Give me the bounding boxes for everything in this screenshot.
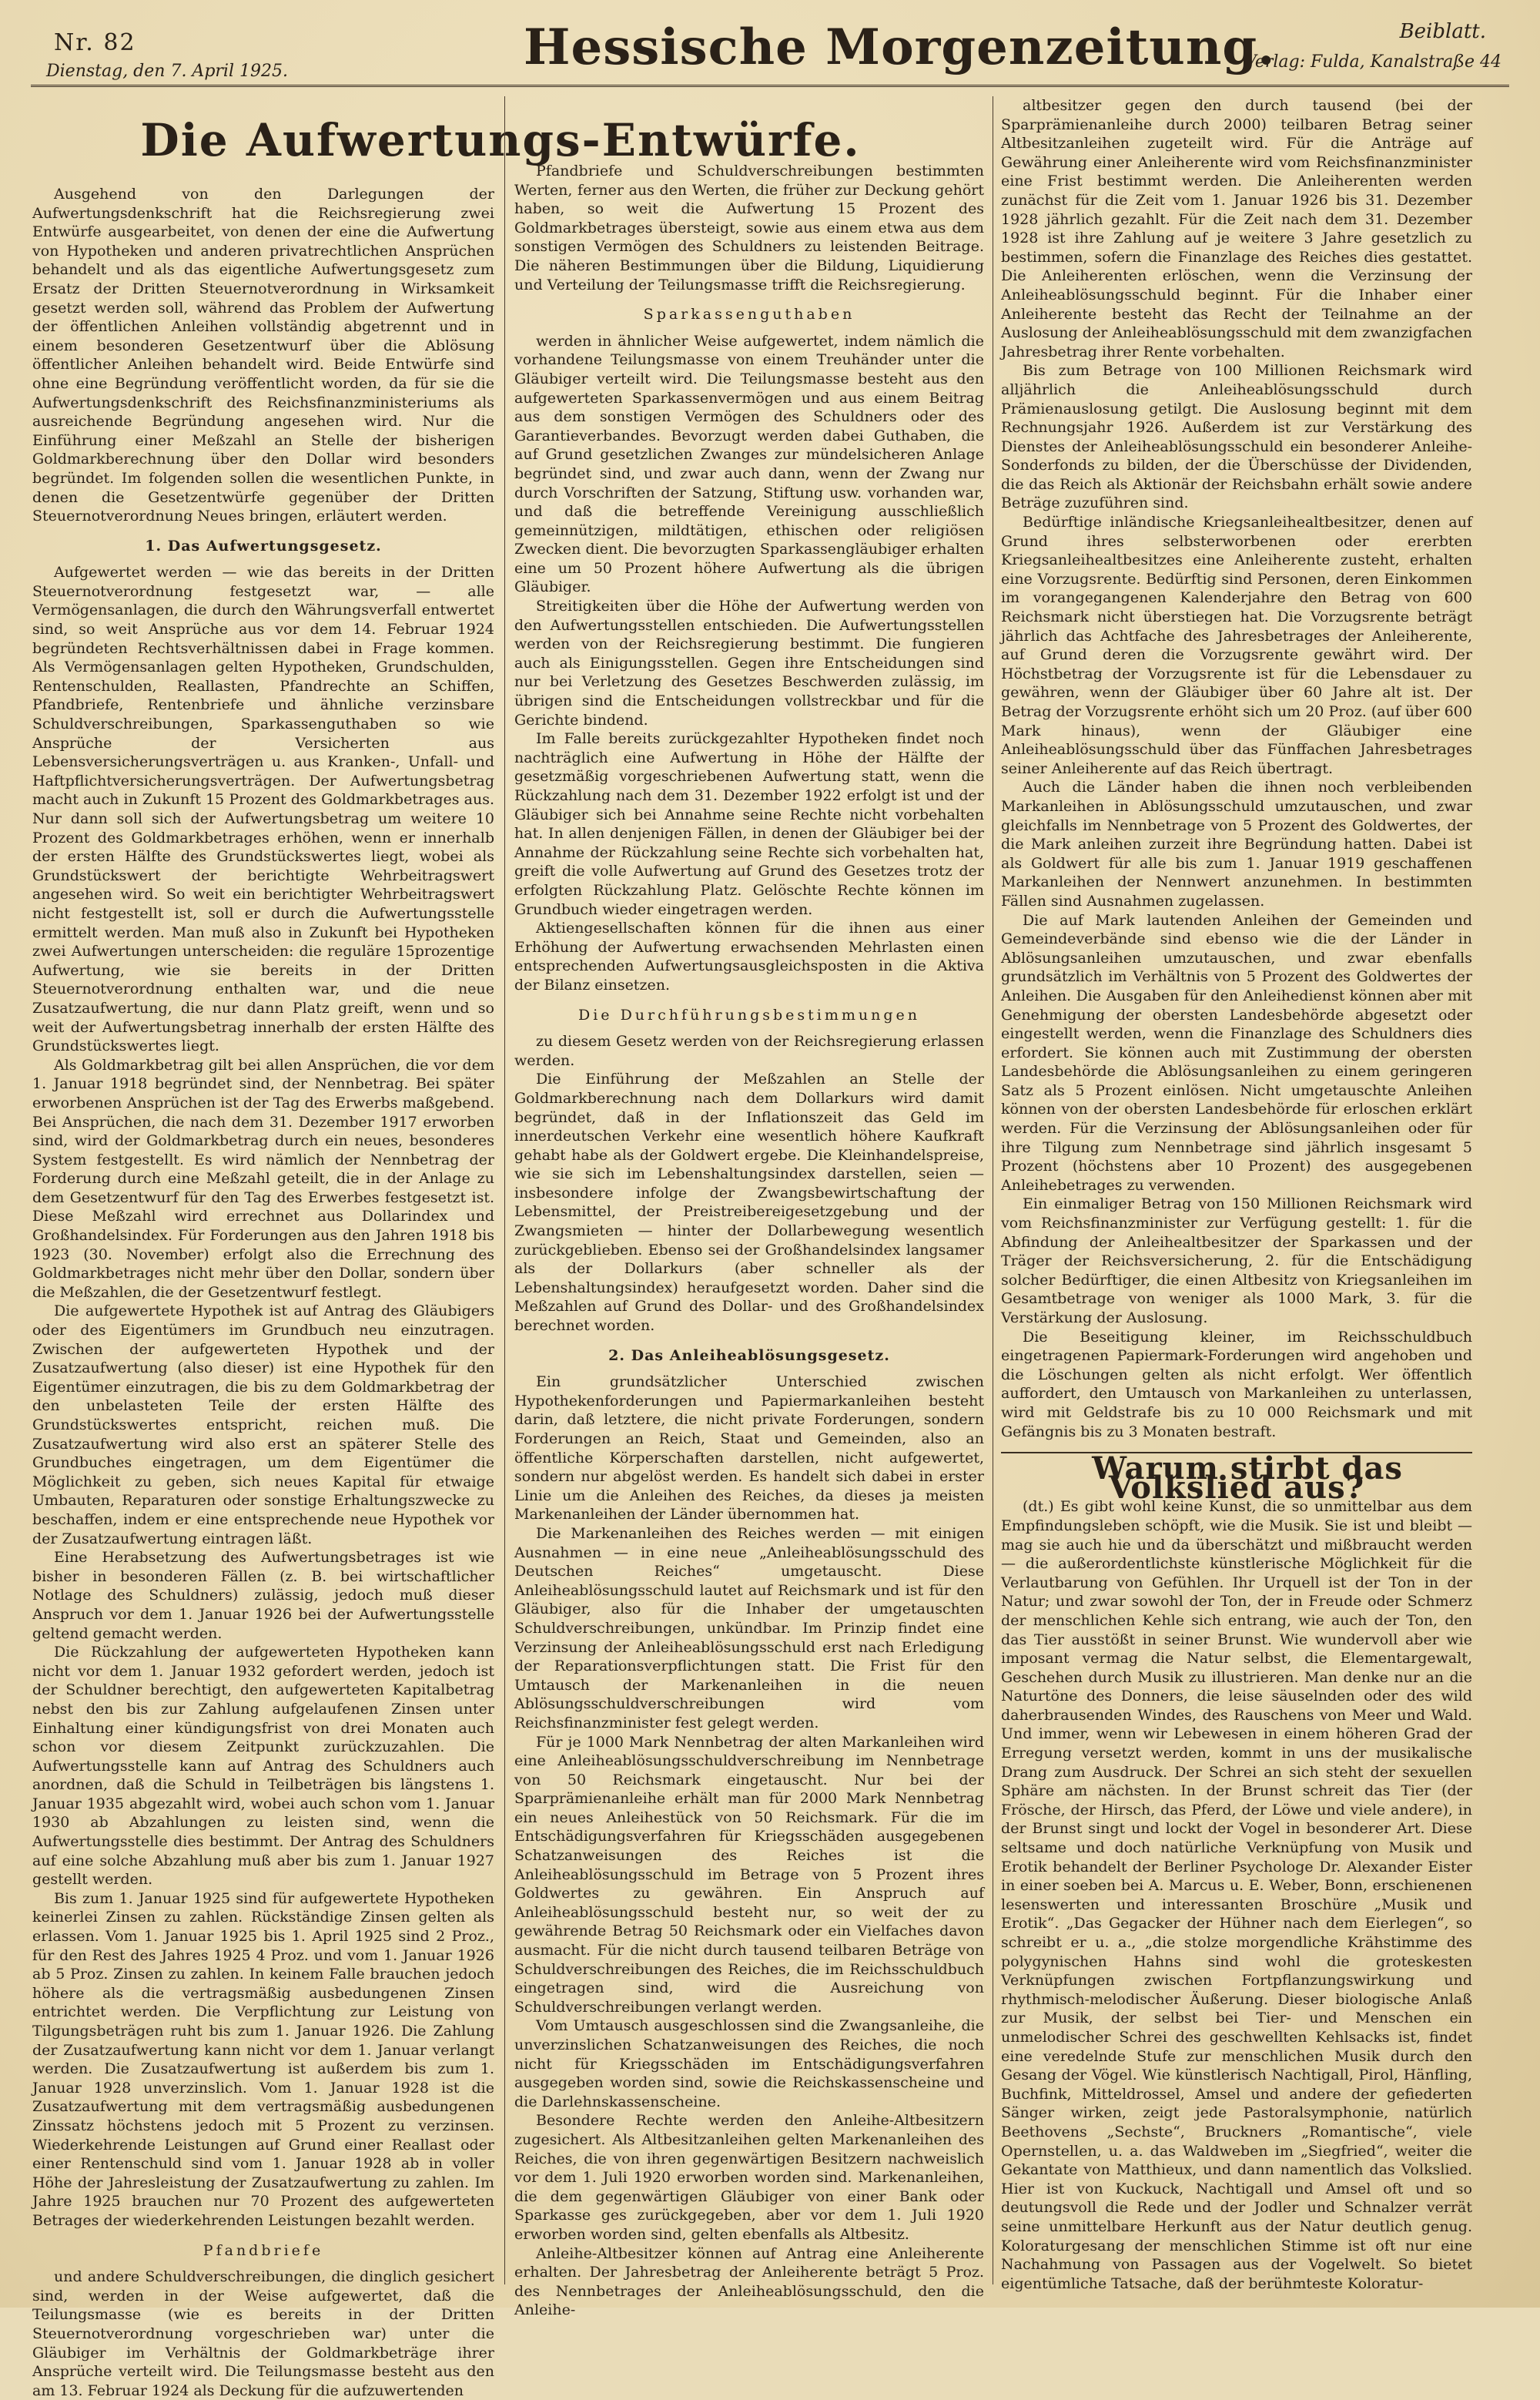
paragraph: Aktiengesellschaften können für die ihnen aus einer Erhöhung der Aufwertung erwachsenden Mehrlasten einen entsprechenden Aufwertungsausgleichsposten in die Aktiva der Bilanz einsetzen. <box>514 920 984 994</box>
paragraph: Auch die Länder haben die ihnen noch verbleibenden Markanleihen in Ablösungsschuld umzutauschen, und zwar gleichfalls im Nennbetrage von 5 Prozent des Goldwertes, der die Mark anleihen zurzeit ihre Begründung hatten. Dabei ist als Goldwert für alle bis zum 1. Januar 1919 geschaffenen Markanleihen der Nennwert anzunehmen. In bestimmten Fällen sind Ausnahmen zugelassen. <box>1001 779 1472 910</box>
paragraph: Pfandbriefe und Schuldverschreibungen bestimmten Werten, ferner aus den Werten, die früher zur Deckung gehört haben, so weit die Aufwertung 15 Prozent des Goldmarkbetrages übersteigt, sowie aus einem etwa aus dem sonstigen Vermögen des Schuldners zu leistenden Beitrage. Die näheren Bestimmungen über die Bildung, Liquidierung und Verteilung der Teilungsmasse trifft die Reichsregierung. <box>514 163 984 293</box>
paragraph: Die Markenanleihen des Reiches werden — mit einigen Ausnahmen — in eine neue „Anleiheablösungsschuld des Deutschen Reiches“ umgetauscht. Diese Anleiheablösungsschuld lautet auf Reichsmark und ist für den Gläubiger, also für die Inhaber der umgetauschten Schuldverschreibungen, unkündbar. Im Prinzip findet eine Verzinsung der Anleiheablösungsschuld erst nach Erledigung der Reparationsverpflichtungen statt. Die Frist für den Umtausch der Markenanleihen in die neuen Ablösungsschuldverschreibungen wird vom Reichsfinanzminister fest gelegt werden. <box>514 1524 984 1731</box>
paragraph: Die auf Mark lautenden Anleihen der Gemeinden und Gemeindeverbände sind ebenso wie die der Länder in Ablösungsanleihen umzutauschen, und zwar ebenfalls grundsätzlich im Verhältnis von 5 Prozent des Goldwertes der Anleihen. Die Ausgaben für den Anleihedienst können aber mit Genehmigung der obersten Landesbehörde abgesetzt oder eingestellt werden, wenn die Finanzlage des Schuldners dies erfordert. Sie können auch mit Zustimmung der obersten Landesbehörde die Ablösungsanleihen zu einem geringeren Satz als 5 Prozent einlösen. Nicht umgetauschte Anleihen können von der obersten Landesbehörde für erloschen erklärt werden. Für die Verzinsung der Ablösungsanleihen oder für ihre Tilgung zum Nennbetrage sind jährlich insgesamt 5 Prozent (höchstens aber 10 Prozent) des ausgegebenen Anleihebetrages zu verwenden. <box>1001 911 1472 1194</box>
issue-date: Dienstag, den 7. April 1925. <box>46 62 288 81</box>
section-heading: Pfandbriefe <box>203 2241 324 2259</box>
paragraph: Bis zum 1. Januar 1925 sind für aufgewertete Hypotheken keinerlei Zinsen zu zahlen. Rückständige Zinsen gelten als erlassen. Vom 1. Januar 1925 bis 1. April 1925 sind 2 Proz., für den Rest des Jahres 1925 4 Proz. und vom 1. Januar 1926 ab 5 Proz. Zinsen zu zahlen. In keinem Falle brauchen jedoch höhere als die vertragsmäßig ausbedungenen Zinsen entrichtet werden. Die Verpflichtung zur Leistung von Tilgungsbeträgen ruht bis zum 1. Januar 1926. Die Zahlung der Zusatzaufwertung kann nicht vor dem 1. Januar verlangt werden. Die Zusatzaufwertung ist außerdem bis zum 1. Januar 1928 unverzinslich. Vom 1. Januar 1928 ist die Zusatzaufwertung mit dem vertragsmäßig ausbedungenen Zinssatz höchstens jedoch mit 5 Prozent zu verzinsen. Wiederkehrende Leistungen auf Grund einer Reallast oder einer Rentenschuld sind vom 1. Januar 1928 ab in voller Höhe der Jahresleistung der Zusatzaufwertung zu zahlen. Im Jahre 1925 brauchen nur 70 Prozent des aufgewerteten Betrages der wiederkehrenden Leistungen bezahlt werden. <box>32 1889 494 2229</box>
paragraph: Aufgewertet werden — wie das bereits in der Dritten Steuernotverordnung festgesetzt war, — alle Vermögensanlagen, die durch den Währungsverfall entwertet sind, so weit Ansprüche aus vor dem 14. Februar 1924 begründeten Rechtsverhältnissen dabei in Frage kommen. Als Vermögensanlagen gelten Hypotheken, Grundschulden, Rentenschulden, Reallasten, Pfandrechte an Schiffen, Pfandbriefe, Rentenbriefe und ähnliche verzinsbare Schuldverschreibungen, Sparkassenguthaben so wie Ansprüche der Versicherten aus Lebensversicherungsverträgen u. aus Kranken-, Unfall- und Haftpflichtversicherungsverträgen. Der Aufwertungsbetrag macht auch in Zukunft 15 Prozent des Goldmarkbetrages aus. Nur dann soll sich der Aufwertungsbetrag um weitere 10 Prozent des Goldmarkbetrages erhöhen, wenn er innerhalb der ersten Hälfte des Grundstückswertes liegt, wobei als Grundstückswert der berichtigte Wehrbeitragswert angesehen wird. So weit ein berichtigter Wehrbeitragswert nicht festgestellt ist, soll er durch die Aufwertungsstelle ermittelt werden. Man muß also in Zukunft bei Hypotheken zwei Aufwertungen unterscheiden: die reguläre 15prozentige Aufwertung, wie sie bereits in der Dritten Steuernotverordnung enthalten war, und die neue Zusatzaufwertung, die nur dann Platz greift, wenn und so weit der Aufwertungsbetrag innerhalb der ersten Hälfte des Grundstückswertes liegt. <box>32 564 494 1055</box>
paragraph: Für je 1000 Mark Nennbetrag der alten Markanleihen wird eine Anleiheablösungsschuldverschreibung im Nennbetrage von 50 Reichsmark eingetauscht. Nur bei der Sparprämienanleihe erhält man für 2000 Mark Nennbetrag ein neues Anleihestück von 50 Reichsmark. Für die im Entschädigungsverfahren für Kriegsschäden ausgegebenen Schatzanweisungen des Reiches ist die Anleiheablösungsschuld im Betrage von 5 Prozent ihres Goldwertes zu gewähren. Ein Anspruch auf Anleiheablösungsschuld besteht nur, so weit der zu gewährende Betrag 50 Reichsmark oder ein Vielfaches davon ausmacht. Für die nicht durch tausend teilbaren Beträge von Schuldverschreibungen des Reiches, die im Reichsschuldbuch eingetragen sind, wird die Ausreichung von Schuldverschreibungen verlangt werden. <box>514 1733 984 2016</box>
paragraph: Die Beseitigung kleiner, im Reichsschuldbuch eingetragenen Papiermark-Forderungen wird angehoben und die Löschungen gelten als nicht erfolgt. Wer öffentlich auffordert, den Umtausch von Markanleihen zu unterlassen, wird mit Geldstrafe bis zu 10 000 Reichsmark und mit Gefängnis bis zu 3 Monaten bestraft. <box>1001 1328 1472 1440</box>
masthead <box>31 15 1509 85</box>
paragraph: Als Goldmarkbetrag gilt bei allen Ansprüchen, die vor dem 1. Januar 1918 begründet sind, der Nennbetrag. Bei später erworbenen Ansprüchen ist der Tag des Erwerbs maßgebend. Bei Ansprüchen, die nach dem 31. Dezember 1917 erworben sind, wird der Goldmarkbetrag durch ein neues, besonderes System festgestellt. Es wird nämlich der Nennbetrag der Forderung durch eine Meßzahl geteilt, die in der Anlage zu dem Gesetzentwurf für den Tag des Erwerbes festgesetzt ist. Diese Meßzahl wird errechnet aus Dollarindex und Großhandelsindex. Für Forderungen aus den Jahren 1918 bis 1923 (30. November) erfolgt also die Errechnung des Goldmarkbetrages nicht mehr über den Dollar, sondern über die Meßzahlen, die der Gesetzentwurf festlegt. <box>32 1056 494 1301</box>
paragraph: Ein grundsätzlicher Unterschied zwischen Hypothekenforderungen und Papiermarkanleihen besteht darin, daß letztere, die nicht private Forderungen, sondern Forderungen an Reich, Staat und Gemeinden, also an öffentliche Körperschaften darstellen, nicht aufgewertet, sondern nur abgelöst werden. Es handelt sich dabei in erster Linie um die Anleihen des Reiches, da dieses ja meisten Markenanleihen der Länder übernommen hat. <box>514 1373 984 1523</box>
paragraph: Streitigkeiten über die Höhe der Aufwertung werden von den Aufwertungsstellen entschieden. Die Aufwertungsstellen werden von der Reichsregierung bestimmt. Die fungieren auch als Einigungsstellen. Gegen ihre Entscheidungen sind nur bei Verletzung des Gesetzes Beschwerden zulässig, im übrigen sind die Entscheidungen vollstreckbar und für die Gerichte bindend. <box>514 598 984 729</box>
publisher-address: Verlag: Fulda, Kanalstraße 44 <box>1244 52 1502 72</box>
section-heading: Sparkassenguthaben <box>643 306 855 323</box>
newspaper-title: Hessische Morgenzeitung. <box>524 18 1276 76</box>
masthead-rule <box>31 85 1509 87</box>
article-headline: Die Aufwertungs-Entwürfe. <box>140 114 861 166</box>
paragraph: Die Einführung der Meßzahlen an Stelle der Goldmarkberechnung nach dem Dollarkurs wird damit begründet, daß in der Inflationszeit das Geld im innerdeutschen Verkehr eine wesentlich höhere Kaufkraft gehabt habe als der Goldwert ergebe. Die Kleinhandelspreise, wie sie sich im Lebenshaltungsindex darstellen, seien — insbesondere infolge der Zwangsbewirtschaftung der Lebensmittel, der Preistreibereigesetzgebung und der Zwangsmieten — hinter der Dollarbewegung wesentlich zurückgeblieben. Ebenso sei der Großhandelsindex langsamer als der Dollarkurs (aber schneller als der Lebenshaltungsindex) heraufgesetzt worden. Daher sind die Meßzahlen auf Grund des Dollar- und des Großhandelsindex berechnet worden. <box>514 1071 984 1335</box>
paragraph: Anleihe-Altbesitzer können auf Antrag eine Anleiherente erhalten. Der Jahresbetrag der Anleiherente beträgt 5 Proz. des Nennbetrages der Anleiheablösungsschuld, den die Anleihe- <box>514 2244 984 2319</box>
paragraph: (dt.) Es gibt wohl keine Kunst, die so unmittelbar aus dem Empfindungsleben schöpft, wie die Musik. Sie ist und bleibt — mag sie auch hie und da überschätzt und mißbraucht werden — die außerordentlichste künstlerische Möglichkeit für die Verlautbarung von Gefühlen. Ihr Urquell ist der Ton in der Natur; und zwar sowohl der Ton, der in Freude oder Schmerz der menschlichen Kehle sich entrang, wie auch der Ton, den das Tier ausstößt in seiner Brunst. Wie wundervoll aber wie imposant vermag die Natur selbst, die Elementargewalt, Geschehen durch Musik zu illustrieren. Man denke nur an die Naturtöne des Donners, die leise säuselnden oder des wild daherbrausenden Windes, des Rauschens von Meer und Wald. Und immer, wenn wir Lebewesen in einem höheren Grad der Erregung versetzt werden, kommt in uns der musikalische Drang zum Ausdruck. Der Schrei an sich steht der sexuellen Sphäre am nächsten. In der Brunst schreit das Tier (der Frösche, der Hirsch, das Pferd, der Löwe und viele andere), in der Brunst singt und lockt der Vogel in besonderer Art. Diese seltsame und doch natürliche Verknüpfung von Musik und Erotik behandelt der Berliner Psychologe Dr. Alexander Eister in einer soeben bei A. Marcus u. E. Weber, Bonn, erschienenen lesenswerten und interessanten Broschüre „Musik und Erotik“. „Das Gegacker der Hühner nach dem Eierlegen“, so schreibt er u. a., „die stolze morgendliche Krähstimme des polygynischen Hahns sind wohl die groteskesten Verknüpfungen zwischen Fortpflanzungswirkung und rhythmisch-melodischer Äußerung. Dieser biologische Anlaß zur Musik, der selbst bei Tier- und Menschen ein unmelodischer Schrei des geschwellten Kehlsacks ist, findet eine veredelnde Stufe zur menschlichen Musik durch den Gesang der Vögel. Wie künstlerisch Nachtigall, Pirol, Hänfling, Buchfink, Mitteldrossel, Amsel und andere der gefiederten Sänger wirken, zeigt jede Pastoralsymphonie, natürlich Beethovens „Sechste“, Bruckners „Romantische“, viele Opernstellen, u. a. das Waldweben im „Siegfried“, weiter die Gekantate von Matthieux, und dann namentlich das Volkslied. Hier ist von Kuckuck, Nachtigall und Amsel oft und so deutungsvoll die Rede und der Jodler und Schnalzer verrät seine unmittelbare Herkunft aus der Natur deutlich genug. Koloraturgesang der menschlichen Stimme ist oft nur eine Nachahmung von Passagen aus der Vogelwelt. So bietet eigentümliche Tatsache, daß der berühmteste Koloratur- <box>1001 1498 1472 2292</box>
column-3 <box>1001 96 1472 2293</box>
column-divider <box>504 96 505 2284</box>
paragraph: und andere Schuldverschreibungen, die dinglich gesichert sind, werden in der Weise aufgewertet, daß die Teilungsmasse (wie es bereits in der Dritten Steuernotverordnung vorgeschrieben war) unter die Gläubiger im Verhältnis der Goldmarkbeträge ihrer Ansprüche verteilt wird. Die Teilungsmasse besteht aus den am 13. Februar 1924 als Deckung für die aufzuwertenden <box>32 2268 494 2399</box>
section-heading: 2. Das Anleiheablösungsgesetz. <box>608 1346 890 1364</box>
paragraph: Im Falle bereits zurückgezahlter Hypotheken findet noch nachträglich eine Aufwertung in Höhe der Hälfte der gesetzmäßig vorgeschriebenen Aufwertung statt, wenn die Rückzahlung nach dem 31. Dezember 1922 erfolgt ist und der Gläubiger sich bei Annahme seine Rechte nicht vorbehalten hat. In allen denjenigen Fällen, in denen der Gläubiger bei der Annahme der Rückzahlung seine Rechte sich vorbehalten hat, greift die volle Aufwertung auf Grund des Gesetzes trotz der erfolgten Rückzahlung Platz. Gelöschte Rechte können im Grundbuch wieder eingetragen werden. <box>514 730 984 918</box>
article-intro: Ausgehend von den Darlegungen der Aufwertungsdenkschrift hat die Reichsregierung zwei Entwürfe ausgearbeitet, von denen der eine die Aufwertung von Hypotheken und anderen privatrechtlichen Ansprüchen behandelt und als das eigentliche Aufwertungsgesetz zum Ersatz der Dritten Steuernotverordnung in Wirksamkeit gesetzt werden soll, während das Problem der Aufwertung der öffentlichen Anleihen vollständig abgetrennt und in einem besonderen Gesetzentwurf über die Ablösung öffentlicher Anleihen behandelt wird. Beide Entwürfe sind ohne eine Begründung veröffentlicht worden, da für sie die Aufwertungsdenkschrift des Reichsfinanzministeriums als ausreichende Begründung angesehen wird. Nur die Einführung einer Meßzahl an Stelle der bisherigen Goldmarkberechnung über den Dollar wird besonders begründet. Im folgenden sollen die wesentlichen Punkte, in denen die Gesetzentwürfe gegenüber der Dritten Steuernotverordnung Neues bringen, erläutert werden. <box>32 186 494 525</box>
paragraph: zu diesem Gesetz werden von der Reichsregierung erlassen werden. <box>514 1033 984 1069</box>
paragraph: Bis zum Betrage von 100 Millionen Reichsmark wird alljährlich die Anleiheablösungsschuld durch Prämienauslosung getilgt. Die Auslosung beginnt mit dem Rechnungsjahr 1926. Außerdem ist zur Verstärkung des Dienstes der Anleiheablösungsschuld ein besonderer Anleihe-Sonderfonds zu bilden, der die Überschüsse der Dividenden, die das Reich als Aktionär der Reichsbahn erhält sowie andere Beträge zuzuführen sind. <box>1001 362 1472 512</box>
column-1 <box>32 185 494 2400</box>
supplement-label: Beiblatt. <box>1399 20 1486 43</box>
section-heading: 1. Das Aufwertungsgesetz. <box>145 537 382 555</box>
article-separator <box>1001 1450 1472 1506</box>
paragraph: altbesitzer gegen den durch tausend (bei der Sparprämienanleihe durch 2000) teilbaren Betrag seiner Altbesitzanleihen zugeteilt wird. Für die Anträge auf Gewährung einer Anleiherente wird vom Reichsfinanzminister eine Frist bestimmt werden. Die Anleiherenten werden zunächst für die Zeit vom 1. Januar 1926 bis 31. Dezember 1928 jährlich gezahlt. Für die Zeit nach dem 31. Dezember 1928 ist ihre Zahlung auf je weitere 3 Jahre gesetzlich zu bestimmen, sofern die Finanzlage des Reiches dies gestattet. Die Anleiherenten erlöschen, wenn die Verzinsung der Anleiheablösungsschuld beginnt. Für die Inhaber einer Anleiherente besteht das Recht der Teilnahme an der Auslosung der Anleiheablösungsschuld mit dem zwanzigfachen Jahresbetrag ihrer Rente vorbehalten. <box>1001 97 1472 360</box>
paragraph: Bedürftige inländische Kriegsanleihealtbesitzer, denen auf Grund ihres selbsterworbenen oder ererbten Kriegsanleihealtbesitzes eine Anleiherente zusteht, erhalten eine Vorzugsrente. Bedürftig sind Personen, deren Einkommen im vorangegangenen Kalenderjahre den Betrag von 600 Reichsmark nicht überstiegen hat. Die Vorzugsrente beträgt jährlich das Achtfache des Jahresbetrages der Anleiherente, auf Grund deren die Vorzugsrente gewährt wird. Der Höchstbetrag der Vorzugsrente ist für die Lebensdauer zu gewähren, wenn der Gläubiger über 60 Jahre alt ist. Der Betrag der Vorzugsrente erhöht sich um 20 Proz. (auf über 600 Mark hinaus), wenn der Gläubiger eine Anleiheablösungsschuld über das Fünffachen Jahresbetrages seiner Anleiherente auf das Reich übertragt. <box>1001 514 1472 777</box>
paragraph: werden in ähnlicher Weise aufgewertet, indem nämlich die vorhandene Teilungsmasse von einem Treuhänder unter die Gläubiger verteilt wird. Die Teilungsmasse besteht aus den aufgewerteten Sparkassenvermögen und aus einem Beitrag aus dem sonstigen Vermögen des Schuldners oder des Garantieverbandes. Bevorzugt werden dabei Guthaben, die auf Grund gesetzlichen Zwanges zur mündelsicheren Anlage begründet sind, und zwar auch dann, wenn der Zwang nur durch Vorschriften der Satzung, Stiftung usw. vorhanden war, und daß die betreffende Vereinigung ausschließlich gemeinnützigen, mildtätigen, ethischen oder religiösen Zwecken dient. Die bevorzugten Sparkassengläubiger erhalten eine um 50 Prozent höhere Aufwertung als die übrigen Gläubiger. <box>514 332 984 596</box>
paragraph: Ein einmaliger Betrag von 150 Millionen Reichsmark wird vom Reichsfinanzminister zur Verfügung gestellt: 1. für die Abfindung der Anleihealtbesitzer der Sparkassen und der Träger der Reichsversicherung, 2. für die Entschädigung solcher Bedürftiger, die einen Altbesitz von Kriegsanleihen im Gesamtbetrage von weniger als 1000 Mark, 3. für die Verstärkung der Auslosung. <box>1001 1195 1472 1326</box>
paragraph: Besondere Rechte werden den Anleihe-Altbesitzern zugesichert. Als Altbesitzanleihen gelten Markenanleihen des Reiches, die von ihren gegenwärtigen Besitzern nachweislich vor dem 1. Juli 1920 erworben worden sind. Markenanleihen, die dem gegenwärtigen Gläubiger von einer Bank oder Sparkasse ges zurückgegeben, aber vor dem 1. Juli 1920 erworben worden sind, gelten ebenfalls als Altbesitz. <box>514 2112 984 2243</box>
issue-number: Nr. 82 <box>54 29 136 56</box>
column-2 <box>514 162 984 2320</box>
paragraph: Die aufgewertete Hypothek ist auf Antrag des Gläubigers oder des Eigentümers im Grundbuch neu einzutragen. Zwischen der aufgewerteten Hypothek und der Zusatzaufwertung (also dieser) ist eine Hypothek für den Eigentümer einzutragen, die bis zu dem Goldmarkbetrag der den unbelasteten Teile der ersten Hälfte des Grundstückswertes entspricht, reichen muß. Die Zusatzaufwertung wird also erst an späterer Stelle des Grundbuches eingetragen, um dem Eigentümer die Möglichkeit zu geben, sich neues Kapital für etwaige Umbauten, Reparaturen oder sonstige Erhaltungszwecke zu beschaffen, indem er eine entsprechende neue Hypothek vor der Zusatzaufwertung eintragen läßt. <box>32 1302 494 1547</box>
section-heading: Die Durchführungsbestimmungen <box>578 1006 921 1024</box>
paragraph: Eine Herabsetzung des Aufwertungsbetrages ist wie bisher in besonderen Fällen (z. B. bei wirtschaftlicher Notlage des Schuldners) zulässig, jedoch muß dieser Anspruch vor dem 1. Januar 1926 bei der Aufwertungsstelle geltend gemacht werden. <box>32 1549 494 1642</box>
paragraph: Die Rückzahlung der aufgewerteten Hypotheken kann nicht vor dem 1. Januar 1932 gefordert werden, jedoch ist der Schuldner berechtigt, den aufgewerteten Kapitalbetrag nebst den bis zur Zahlung aufgelaufenen Zinsen unter Einhaltung einer kündigungsfrist von drei Monaten auch schon vor diesem Zeitpunkt zurückzuzahlen. Die Aufwertungsstelle kann auf Antrag des Schuldners auch anordnen, daß die Schuld in Teilbeträgen bis längstens 1. Januar 1935 abgezahlt wird, wobei auch schon vom 1. Januar 1930 ab Abzahlungen zu leisten sind, wenn die Aufwertungsstelle dies bestimmt. Der Antrag des Schuldners auf eine solche Abzahlung muß aber bis zum 1. Januar 1927 gestellt werden. <box>32 1644 494 1889</box>
article-headline-volkslied: Warum stirbt das Volkslied aus? <box>1092 1450 1403 1506</box>
paragraph: Vom Umtausch ausgeschlossen sind die Zwangsanleihe, die unverzinslichen Schatzanweisungen des Reiches, die noch nicht für Kriegsschäden im Entschädigungsverfahren ausgegeben worden sind, sowie die Reichskassenscheine und die Darlehnskassenscheine. <box>514 2017 984 2110</box>
